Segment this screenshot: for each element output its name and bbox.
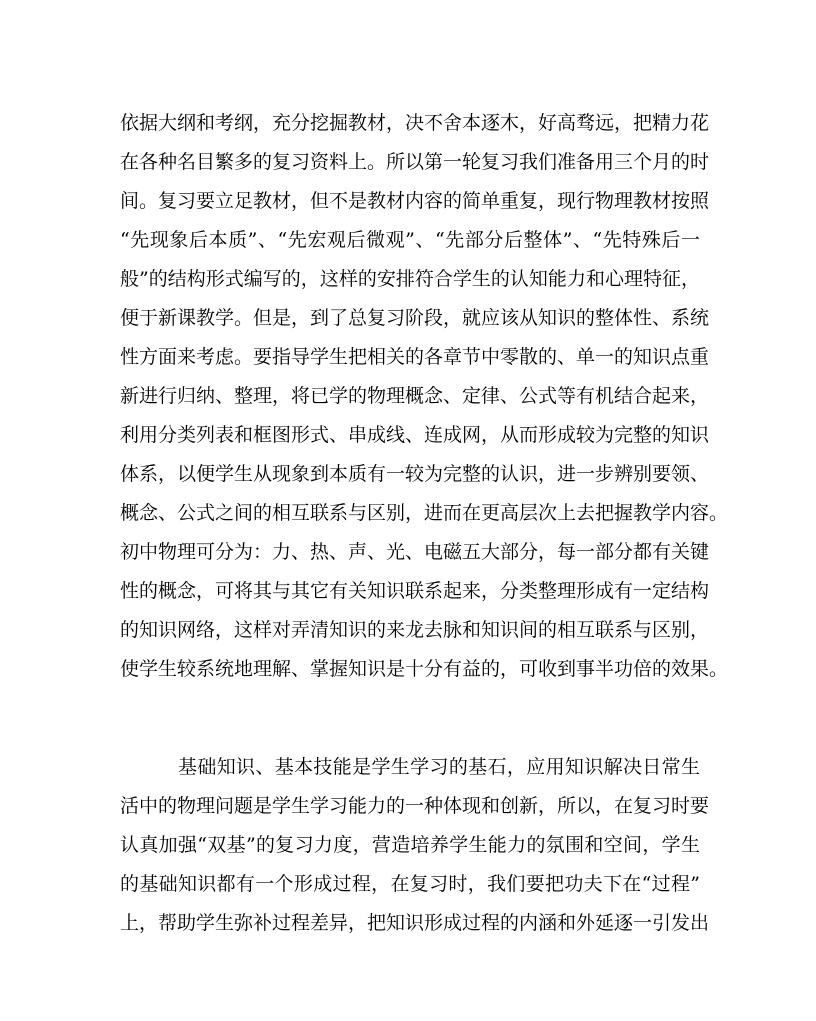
text-line: 性的概念，可将其与其它有关知识联系起来，分类整理形成有一定结构 (120, 580, 710, 602)
text-line: 在各种名目繁多的复习资料上。所以第一轮复习我们准备用三个月的时 (120, 151, 710, 173)
paragraph-1 (120, 104, 729, 689)
text-line: 间。复习要立足教材，但不是教材内容的简单重复，现行物理教材按照 (120, 190, 710, 212)
text-line: 上，帮助学生弥补过程差异，把知识形成过程的内涵和外延逐一引发出 (120, 912, 710, 934)
text-line: 初中物理可分为：力、热、声、光、电磁五大部分，每一部分都有关键 (120, 541, 710, 563)
text-line: 性方面来考虑。要指导学生把相关的各章节中零散的、单一的知识点重 (120, 346, 710, 368)
text-line: 体系，以便学生从现象到本质有一较为完整的认识，进一步辨别要领、 (120, 463, 710, 485)
text-line: “先现象后本质”、“先宏观后微观”、“先部分后整体”、“先特殊后一 (120, 229, 700, 251)
text-line: 般”的结构形式编写的，这样的安排符合学生的认知能力和心理特征， (120, 268, 700, 290)
text-line: 基础知识、基本技能是学生学习的基石，应用知识解决日常生 (178, 756, 700, 778)
text-line: 概念、公式之间的相互联系与区别，进而在更高层次上去把握教学内容。 (120, 502, 729, 524)
text-line: 依据大纲和考纲，充分挖掘教材，决不舍本逐木，好高骛远，把精力花 (120, 112, 710, 134)
text-line: 活中的物理问题是学生学习能力的一种体现和创新，所以，在复习时要 (120, 795, 710, 817)
text-line: 使学生较系统地理解、掌握知识是十分有益的，可收到事半功倍的效果。 (120, 658, 729, 680)
text-line: 的知识网络，这样对弄清知识的来龙去脉和知识间的相互联系与区别， (120, 619, 710, 641)
text-line: 的基础知识都有一个形成过程，在复习时，我们要把功夫下在“过程” (120, 873, 700, 895)
text-line: 新进行归纳、整理，将已学的物理概念、定律、公式等有机结合起来， (120, 385, 710, 407)
paragraph-2 (120, 748, 710, 943)
text-line: 便于新课教学。但是，到了总复习阶段，就应该从知识的整体性、系统 (120, 307, 710, 329)
text-line: 认真加强“双基”的复习力度，营造培养学生能力的氛围和空间，学生 (120, 834, 700, 856)
text-line: 利用分类列表和框图形式、串成线、连成网，从而形成较为完整的知识 (120, 424, 710, 446)
